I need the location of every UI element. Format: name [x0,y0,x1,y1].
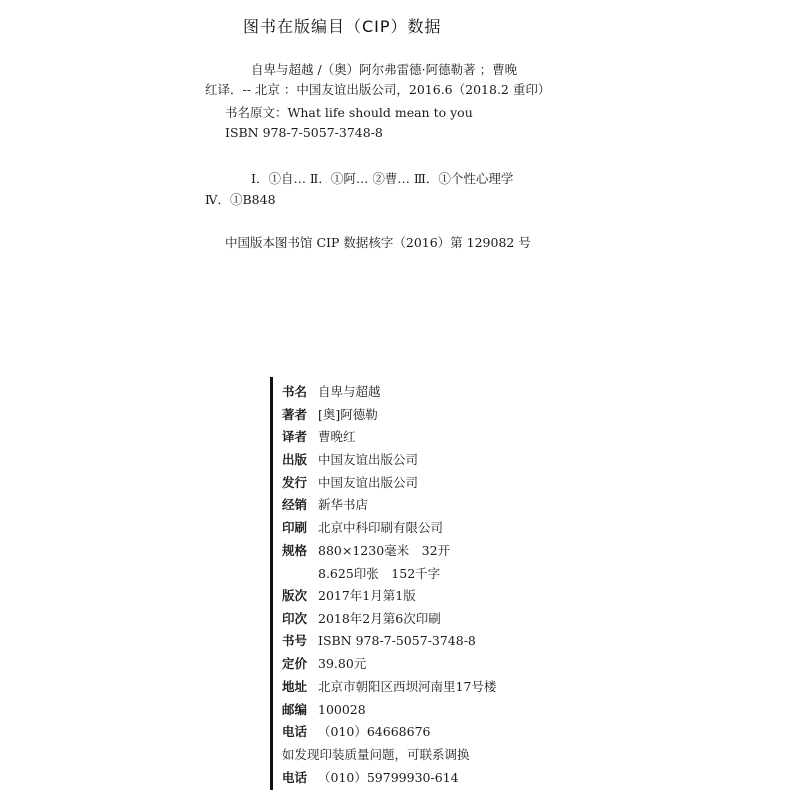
info-value: 曹晚红 [318,429,356,444]
info-label: 电话 [282,770,308,785]
cip-line-classification-code: Ⅳ．①B848 [205,192,276,207]
info-value: 北京市朝阳区西坝河南里17号楼 [318,679,497,694]
info-value: 8.625印张 152千字 [318,566,441,581]
info-label: 定价 [282,656,308,671]
info-label: 版次 [282,588,308,603]
info-value: 880×1230毫米 32开 [318,543,451,558]
cip-line-publisher: 红译．-- 北京 ：中国友谊出版公司，2016.6（2018.2 重印） [205,82,551,97]
info-row [282,611,441,627]
info-row [282,407,378,423]
cip-title: 图书在版编目（CIP）数据 [243,17,442,36]
info-value: 100028 [318,702,366,717]
info-row [282,679,496,695]
info-row [282,588,416,604]
info-row [282,633,476,649]
info-label: 印刷 [282,520,308,535]
info-value: 中国友谊出版公司 [318,475,419,490]
info-row [282,384,381,400]
info-value: 中国友谊出版公司 [318,452,419,467]
info-label: 地址 [282,679,308,694]
info-value: 自卑与超越 [318,384,381,399]
info-label: 电话 [282,724,308,739]
info-label: 译者 [282,429,308,444]
info-label: 出版 [282,452,308,467]
info-row [282,475,418,491]
info-value: 2017年1月第1版 [318,588,416,603]
info-value: （010）64668676 [318,724,431,739]
info-value: 如发现印装质量问题，可联系调换 [282,747,470,762]
cip-line-original-title: 书名原文：What life should mean to you [225,105,473,120]
info-label: 印次 [282,611,308,626]
info-value: 新华书店 [318,497,369,512]
info-label: 书号 [282,633,308,648]
info-row [282,724,430,740]
info-label: 邮编 [282,702,308,717]
cip-line-title-author: 自卑与超越 /（奥）阿尔弗雷德·阿德勒著 ；曹晚 [251,62,518,77]
info-row [282,520,443,536]
info-row [282,452,418,468]
info-row [282,497,368,513]
info-row [282,702,366,718]
cip-line-isbn: ISBN 978-7-5057-3748-8 [225,125,383,140]
info-label: 经销 [282,497,308,512]
info-value: 39.80元 [318,656,367,671]
info-value: ISBN 978-7-5057-3748-8 [318,633,476,648]
info-label: 发行 [282,475,308,490]
info-label: 书名 [282,384,308,399]
copyright-info-block [270,377,497,790]
info-row [282,656,366,672]
info-row [282,770,459,786]
info-value: 北京中科印刷有限公司 [318,520,444,535]
info-value: （010）59799930-614 [318,770,459,785]
info-value: 2018年2月第6次印刷 [318,611,441,626]
info-row [282,747,470,763]
cip-line-classification: Ⅰ．①自… Ⅱ．①阿… ②曹… Ⅲ．①个性心理学 [251,171,514,186]
info-row [282,429,356,445]
info-label: 规格 [282,543,308,558]
cip-line-cip-number: 中国版本图书馆 CIP 数据核字（2016）第 129082 号 [225,235,531,250]
info-row [282,566,440,582]
info-label: 著者 [282,407,308,422]
info-value: [奥]阿德勒 [318,407,378,422]
info-row [282,543,450,559]
